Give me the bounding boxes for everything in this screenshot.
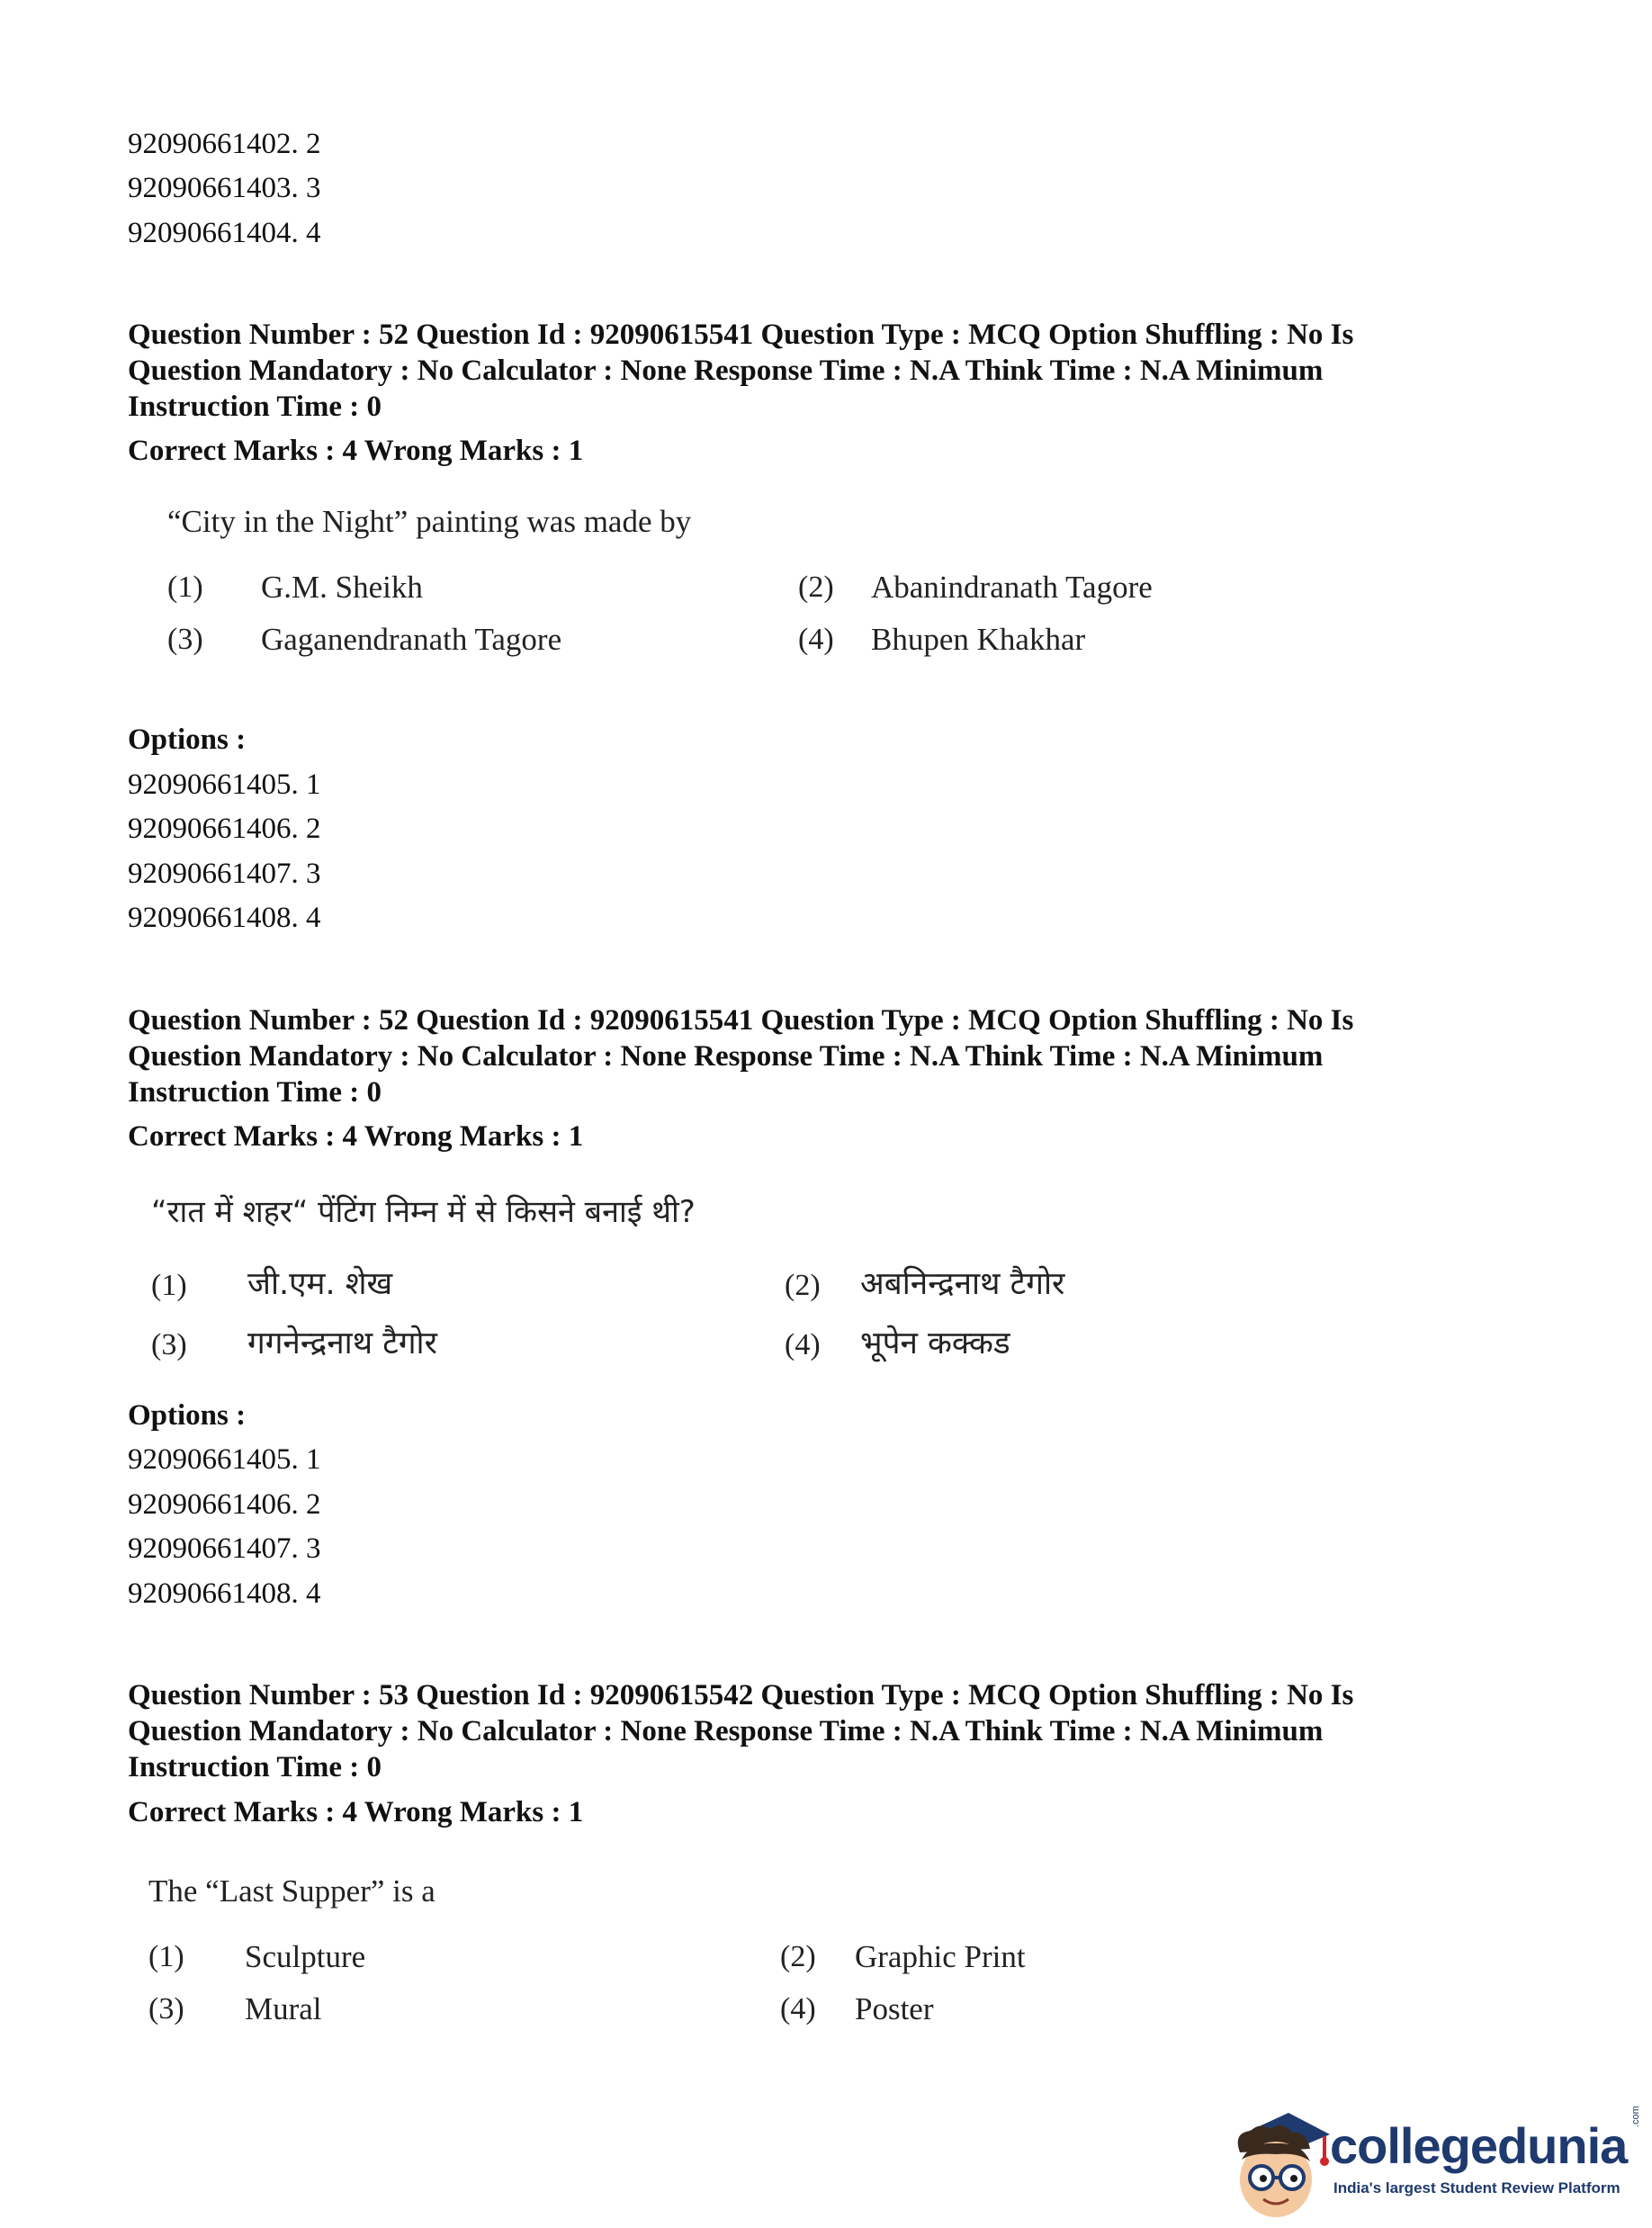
option-line: 92090661408. 4 xyxy=(128,1577,321,1610)
mascot-icon xyxy=(1224,2097,1332,2223)
choice-text: Bhupen Khakhar xyxy=(871,622,1086,657)
options-label: Options : xyxy=(128,1399,247,1432)
question-meta: Question Number : 52 Question Id : 92090615541 Question Type : MCQ Option Shuffling : No Is xyxy=(128,319,1354,351)
option-line: 92090661408. 4 xyxy=(128,902,321,934)
option-line: 92090661407. 3 xyxy=(128,858,321,890)
question-meta: Question Number : 53 Question Id : 92090615542 Question Type : MCQ Option Shuffling : No Is xyxy=(128,1679,1354,1711)
choice-text: अबनिन्द्रनाथ टैगोर xyxy=(860,1266,1065,1302)
choice-number: (3) xyxy=(151,1328,187,1361)
logo-tagline: India's largest Student Review Platform xyxy=(1333,2179,1621,2197)
choice-text: Gaganendranath Tagore xyxy=(261,622,562,657)
question-meta: Question Mandatory : No Calculator : None Response Time : N.A Think Time : N.A Minimum xyxy=(128,1040,1324,1073)
question-meta: Question Mandatory : No Calculator : None Response Time : N.A Think Time : N.A Minimum xyxy=(128,1715,1324,1747)
option-line: 92090661406. 2 xyxy=(128,813,321,845)
choice-number: (4) xyxy=(780,1992,816,2026)
collegedunia-logo xyxy=(1224,2097,1647,2223)
choice-text: जी.एम. शेख xyxy=(247,1266,393,1302)
choice-number: (2) xyxy=(785,1269,821,1302)
question-marks: Correct Marks : 4 Wrong Marks : 1 xyxy=(128,1120,584,1153)
question-meta: Question Number : 52 Question Id : 92090615541 Question Type : MCQ Option Shuffling : No Is xyxy=(128,1004,1354,1037)
option-line: 92090661405. 1 xyxy=(128,1443,321,1476)
choice-text: Sculpture xyxy=(245,1939,366,1974)
options-label: Options : xyxy=(128,723,247,756)
logo-wordmark: collegedunia xyxy=(1330,2117,1628,2174)
logo-suffix: .com xyxy=(1630,2106,1641,2127)
option-line: 92090661403. 3 xyxy=(128,172,321,204)
question-text: “रात में शहर“ पेंटिंग निम्न में से किसने बनाई थी? xyxy=(151,1194,696,1230)
option-line: 92090661405. 1 xyxy=(128,768,321,801)
choice-number: (1) xyxy=(148,1940,184,1973)
question-meta: Instruction Time : 0 xyxy=(128,1076,382,1109)
choice-text: गगनेन्द्रनाथ टैगोर xyxy=(247,1325,437,1361)
choice-text: भूपेन कक्कड xyxy=(860,1325,1010,1361)
choice-number: (3) xyxy=(148,1992,184,2026)
option-line: 92090661404. 4 xyxy=(128,217,321,249)
choice-number: (3) xyxy=(167,623,203,656)
question-meta: Instruction Time : 0 xyxy=(128,1751,382,1783)
question-text: The “Last Supper” is a xyxy=(148,1873,435,1909)
option-line: 92090661402. 2 xyxy=(128,128,321,160)
choice-text: Abanindranath Tagore xyxy=(871,570,1153,605)
choice-number: (1) xyxy=(167,570,203,604)
question-text: “City in the Night” painting was made by xyxy=(167,504,692,539)
choice-text: Poster xyxy=(855,1991,934,2026)
choice-text: G.M. Sheikh xyxy=(261,570,423,605)
question-meta: Question Mandatory : No Calculator : None Response Time : N.A Think Time : N.A Minimum xyxy=(128,355,1324,387)
question-meta: Instruction Time : 0 xyxy=(128,391,382,423)
choice-number: (4) xyxy=(785,1328,821,1361)
choice-number: (4) xyxy=(798,623,834,656)
choice-text: Graphic Print xyxy=(855,1939,1026,1974)
choice-number: (2) xyxy=(798,570,834,604)
option-line: 92090661406. 2 xyxy=(128,1488,321,1521)
option-line: 92090661407. 3 xyxy=(128,1532,321,1565)
choice-number: (2) xyxy=(780,1940,816,1973)
choice-text: Mural xyxy=(245,1991,322,2026)
question-marks: Correct Marks : 4 Wrong Marks : 1 xyxy=(128,435,584,467)
question-marks: Correct Marks : 4 Wrong Marks : 1 xyxy=(128,1796,584,1828)
choice-number: (1) xyxy=(151,1269,187,1302)
